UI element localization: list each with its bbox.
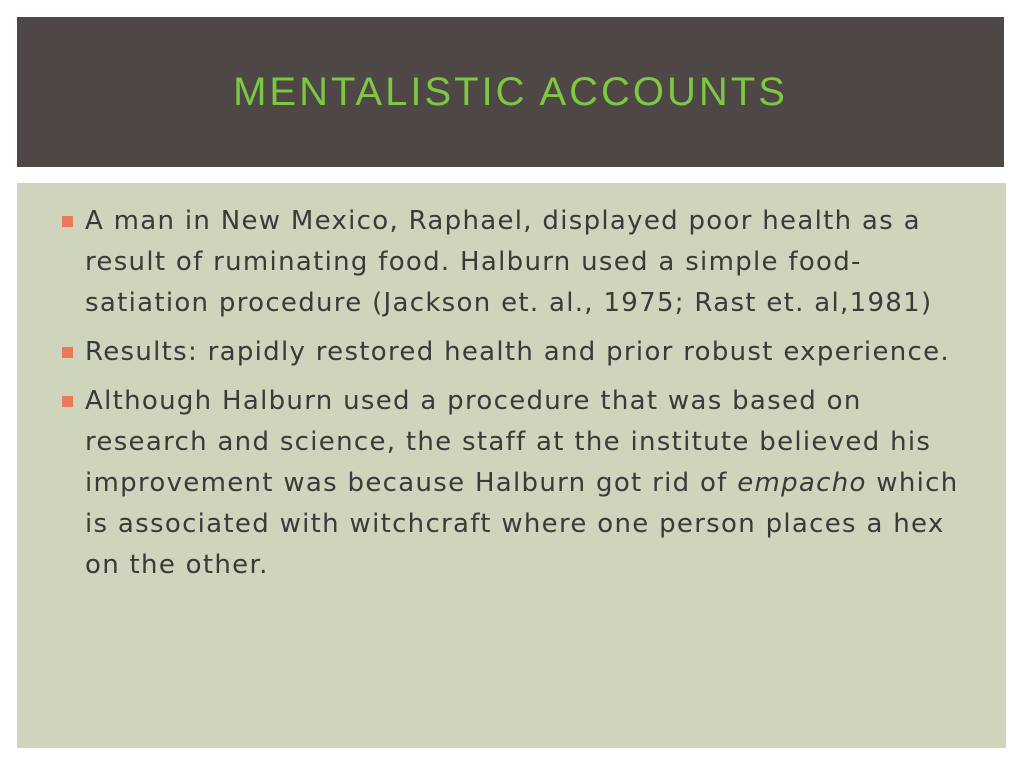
title-bar (17, 17, 1004, 167)
bullet-text: A man in New Mexico, Raphael, displayed poor health as a result of ruminating food. Halburn used a simple food-satiation procedure (Jackson et. al., 1975; Rast et. al,1981) (85, 206, 933, 318)
square-bullet-icon (62, 216, 73, 227)
bullet-item (62, 201, 966, 324)
bullet-emphasis: empacho (737, 468, 867, 498)
content-area (17, 183, 1006, 748)
square-bullet-icon (62, 396, 73, 407)
bullet-list (17, 183, 1006, 586)
bullet-text-after: which is associated with witchcraft where one person places a hex on the other. (85, 468, 959, 580)
slide-title: MENTALISTIC ACCOUNTS (233, 69, 788, 114)
bullet-text-before: Although Halburn used a procedure that was based on research and science, the staff at the institute believed his improvement was because Halburn got rid of (85, 386, 932, 498)
bullet-item (62, 381, 966, 586)
bullet-text: Results: rapidly restored health and prior robust experience. (85, 337, 950, 367)
square-bullet-icon (62, 347, 73, 358)
bullet-item (62, 332, 966, 373)
